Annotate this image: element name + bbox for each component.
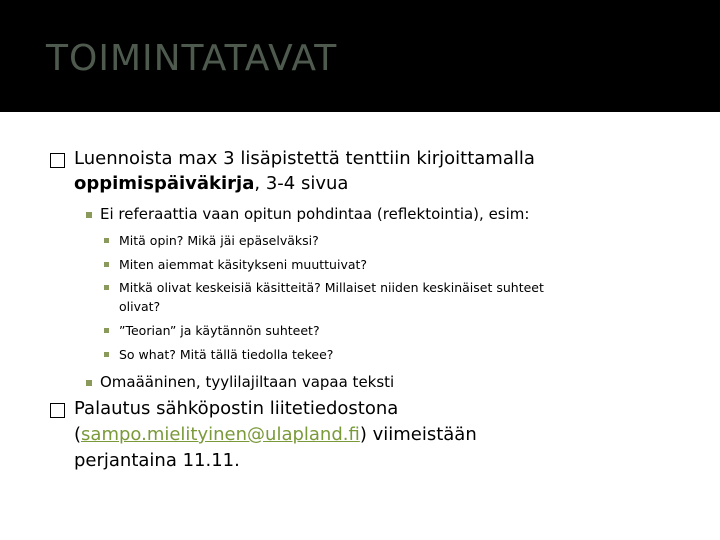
title-bar <box>0 0 720 112</box>
square-bullet-icon <box>104 352 109 357</box>
checkbox-bullet-icon <box>50 403 65 418</box>
square-bullet-icon <box>86 380 92 386</box>
square-bullet-icon <box>104 238 109 243</box>
question-3: Mitkä olivat keskeisiä käsitteitä? Millaiset niiden keskinäiset suhteet <box>119 280 544 295</box>
email-link[interactable]: sampo.mielityinen@ulapland.fi <box>81 424 360 445</box>
square-bullet-icon <box>104 328 109 333</box>
question-1: Mitä opin? Mikä jäi epäselväksi? <box>119 233 319 248</box>
square-bullet-icon <box>86 212 92 218</box>
square-bullet-icon <box>104 285 109 290</box>
after-email-text: ) viimeistään <box>359 424 477 445</box>
question-3-cont: olivat? <box>119 299 161 314</box>
bullet-item-1-line2 <box>74 172 694 195</box>
square-bullet-icon <box>104 262 109 267</box>
bullet-item-1-bold: oppimispäiväkirja <box>74 173 255 194</box>
bullet-item-1 <box>74 147 694 170</box>
question-5: So what? Mitä tällä tiedolla tekee? <box>119 347 334 362</box>
bullet-item-2-line3: perjantaina 11.11. <box>74 450 240 471</box>
question-2: Miten aiemmat käsitykseni muuttuivat? <box>119 257 368 272</box>
bullet-item-1-text-b: , 3-4 sivua <box>254 173 349 194</box>
paren-open: ( <box>74 424 82 445</box>
slide-title: TOIMINTATAVAT <box>46 38 338 79</box>
bullet-item-2: Palautus sähköpostin liitetiedostona <box>74 398 399 419</box>
sub-item-1: Ei referaattia vaan opitun pohdintaa (reflektointia), esim: <box>100 205 530 223</box>
bullet-item-2-line2 <box>74 423 694 446</box>
checkbox-bullet-icon <box>50 153 65 168</box>
sub-item-2: Omaääninen, tyylilajiltaan vapaa teksti <box>100 373 395 391</box>
question-4: ”Teorian” ja käytännön suhteet? <box>119 323 320 338</box>
bullet-item-1-text-a: Luennoista max 3 lisäpistettä tenttiin kirjoittamalla <box>74 148 535 169</box>
